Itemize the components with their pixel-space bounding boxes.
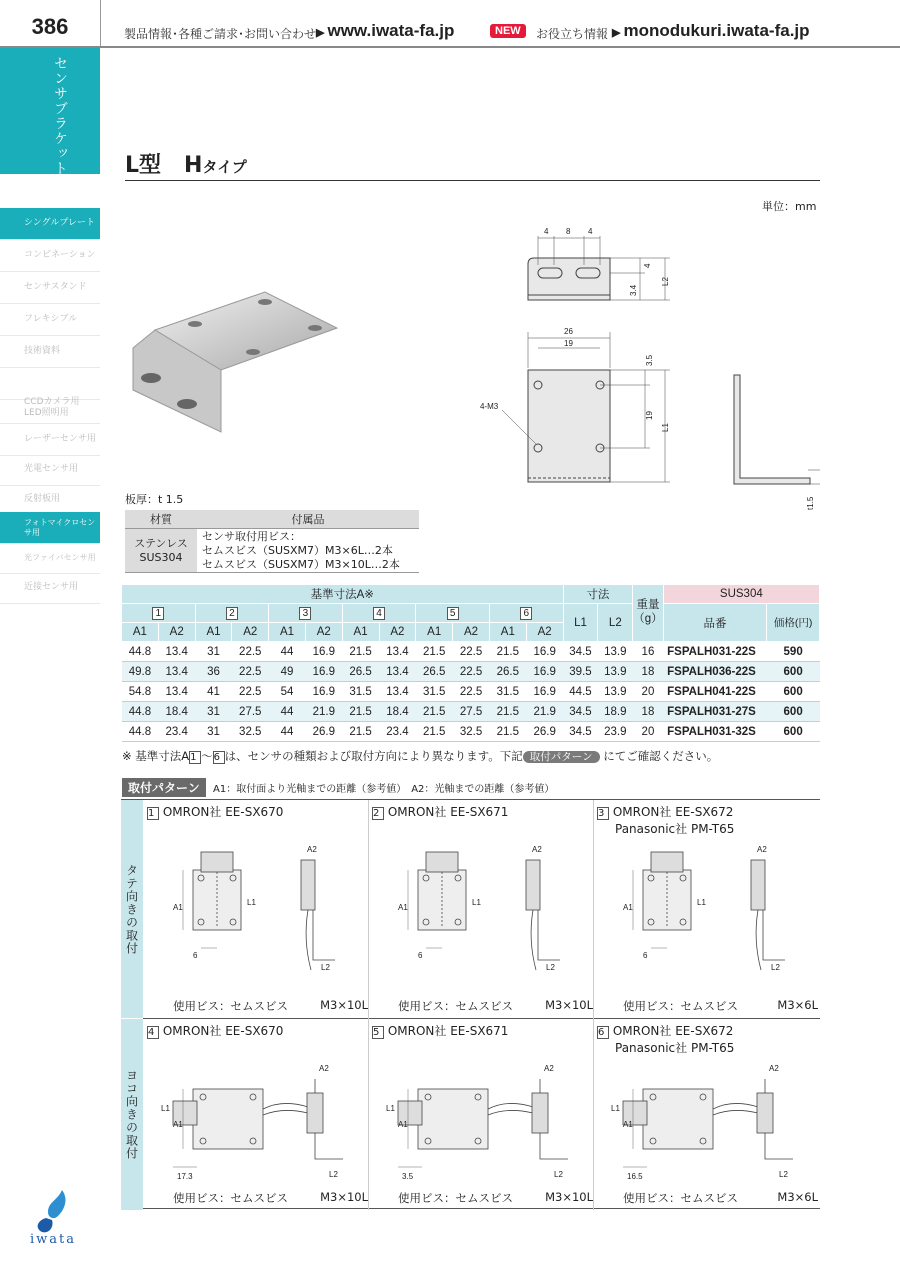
dim-l1: L1 (386, 1104, 395, 1113)
mounting-diagram (143, 1049, 368, 1188)
group-number: 5 (447, 607, 459, 620)
table-cell: 34.5 (563, 702, 598, 722)
screw-info (398, 1190, 593, 1206)
dim-l2: L2 (546, 963, 555, 972)
url2-text: monodukuri.iwata-fa.jp (623, 21, 810, 40)
table-cell: 13.4 (158, 642, 195, 662)
dim-label: 16.5 (627, 1172, 643, 1181)
table-cell: 26.5 (489, 662, 526, 682)
part-number: FSPALH031-22S (663, 642, 767, 662)
pattern-desc: A1：取付面より光軸までの距離（参考値） A2：光軸までの距離（参考値） (213, 784, 555, 795)
acc-header: 付属品 (197, 510, 419, 529)
table-cell: 21.5 (416, 642, 453, 662)
table-cell: 41 (195, 682, 232, 702)
mat-header: 材質 (125, 510, 197, 529)
part-number: FSPALH031-32S (663, 722, 767, 742)
note-suffix: にてご確認ください。 (603, 749, 719, 763)
dim-l2: L2 (321, 963, 330, 972)
price: 600 (767, 682, 820, 702)
table-cell: 44.8 (122, 702, 159, 722)
sidebar-item-sensor-stand[interactable]: センサスタンド (0, 272, 100, 304)
table-cell: 34.5 (563, 722, 598, 742)
title-h: H (184, 153, 203, 178)
header-rule (0, 46, 900, 48)
sidebar-item-photoelectric[interactable]: 光電センサ用 (0, 454, 100, 486)
note-text (122, 748, 718, 764)
group-number: 6 (520, 607, 532, 620)
subheader-a1: A1 (342, 623, 379, 642)
subheader-a2: A2 (158, 623, 195, 642)
table-cell: 22.5 (453, 682, 490, 702)
group-number: 4 (373, 607, 385, 620)
sensor-name: OMRON社 EE-SX671 (387, 1024, 509, 1038)
pattern-grid (121, 799, 820, 1209)
hole-label: 4-M3 (480, 402, 499, 411)
cell-number: 6 (597, 1026, 609, 1039)
table-cell: 18 (633, 662, 663, 682)
dim-l2: L2 (771, 963, 780, 972)
table-cell: 36 (195, 662, 232, 682)
dimension-drawing (470, 220, 830, 520)
table-cell: 44 (269, 642, 306, 662)
row-label-horizontal: ヨコ向きの取付 (121, 1019, 143, 1210)
logo-text: iwata (30, 1232, 77, 1247)
cell-title (372, 804, 508, 821)
table-cell: 23.9 (598, 722, 633, 742)
dim-label: 6 (418, 951, 423, 960)
table-cell: 23.4 (158, 722, 195, 742)
dim-label: 6 (193, 951, 198, 960)
group-number: 2 (226, 607, 238, 620)
sidebar-item-tech-docs[interactable]: 技術資料 (0, 336, 100, 368)
header-dims: 寸法 (563, 585, 633, 604)
note-tilde: ～ (201, 749, 213, 763)
header-l2: L2 (598, 604, 633, 642)
mounting-diagram (593, 1049, 818, 1188)
screw-label: 使用ビス：セムスビス (173, 1191, 288, 1205)
table-cell: 31.5 (342, 682, 379, 702)
table-cell: 13.4 (379, 642, 416, 662)
sensor-name: OMRON社 EE-SX670 (162, 1024, 284, 1038)
table-cell: 16.9 (526, 682, 563, 702)
group-header (122, 604, 196, 623)
part-number: FSPALH031-27S (663, 702, 767, 722)
bracket-photo (125, 290, 345, 440)
group-header (342, 604, 416, 623)
dim-a1: A1 (623, 1120, 633, 1129)
subheader-a2: A2 (232, 623, 269, 642)
table-cell: 21.5 (489, 642, 526, 662)
table-cell: 20 (633, 722, 663, 742)
sensor-name: OMRON社 EE-SX671 (387, 805, 509, 819)
table-cell: 16 (633, 642, 663, 662)
table-row (122, 682, 820, 702)
cell-number: 5 (372, 1026, 384, 1039)
table-cell: 20 (633, 682, 663, 702)
screw-info (623, 998, 818, 1014)
table-cell: 44.8 (122, 642, 159, 662)
header-weight: 重量 （g） (633, 585, 663, 642)
dim-top-8: 8 (566, 227, 571, 236)
page-number: 386 (31, 14, 69, 39)
new-badge: NEW (490, 24, 526, 38)
part-number: FSPALH036-22S (663, 662, 767, 682)
group-number: 3 (299, 607, 311, 620)
dim-l1: L1 (161, 1104, 170, 1113)
table-cell: 26.5 (416, 662, 453, 682)
screw-info (173, 1190, 368, 1206)
table-cell: 23.4 (379, 722, 416, 742)
table-cell: 21.9 (305, 702, 342, 722)
screw-size: M3×10L (545, 1190, 593, 1204)
subheader-a2: A2 (305, 623, 342, 642)
iwata-logo-icon (28, 1188, 78, 1234)
table-row (122, 642, 820, 662)
url1-text: www.iwata-fa.jp (327, 21, 455, 40)
cell-title (147, 1023, 283, 1040)
dim-thickness: t1.5 (806, 496, 815, 510)
dim-a2: A2 (307, 845, 317, 854)
accessories-cell (197, 529, 419, 573)
table-cell: 22.5 (453, 642, 490, 662)
table-cell: 31.5 (416, 682, 453, 702)
table-cell: 22.5 (453, 662, 490, 682)
title-rule (125, 180, 820, 181)
sidebar-item-single-plate[interactable]: シングルプレート (0, 208, 100, 240)
table-cell: 13.9 (598, 662, 633, 682)
table-cell: 49.8 (122, 662, 159, 682)
dim-top-4a: 4 (544, 227, 549, 236)
subheader-a2: A2 (526, 623, 563, 642)
pattern-cell (593, 800, 820, 1018)
table-cell: 18.4 (379, 702, 416, 722)
info-text: 製品情報･各種ご請求･お問い合わせ (124, 27, 317, 41)
dim-l1: L1 (697, 898, 706, 907)
accessory-line: セムスビス（SUSXM7）M3×10L…2本 (202, 557, 400, 571)
header-separator (100, 0, 101, 46)
cell-title (372, 1023, 508, 1040)
table-cell: 21.5 (416, 702, 453, 722)
pattern-cell (143, 800, 368, 1018)
dim-label: 6 (643, 951, 648, 960)
subheader-a1: A1 (489, 623, 526, 642)
sidebar-item-proximity[interactable]: 近接センサ用 (0, 572, 100, 604)
table-cell: 26.9 (305, 722, 342, 742)
table-cell: 13.9 (598, 642, 633, 662)
dim-a2: A2 (757, 845, 767, 854)
screw-size: M3×6L (777, 998, 818, 1012)
sidebar-item-photomicro[interactable]: フォトマイクロセンサ用 (0, 512, 100, 544)
arrow-right-icon: ▶ (612, 27, 621, 39)
subheader-a1: A1 (416, 623, 453, 642)
material-name: ステンレス SUS304 (125, 529, 197, 573)
group-header (489, 604, 563, 623)
cell-number: 3 (597, 807, 609, 820)
cell-number: 2 (372, 807, 384, 820)
screw-label: 使用ビス：セムスビス (623, 1191, 738, 1205)
dim-a2: A2 (769, 1064, 779, 1073)
sidebar-item-fiber[interactable]: 光ファイバセンサ用 (0, 542, 100, 574)
part-number: FSPALH041-22S (663, 682, 767, 702)
dim-front-3-5: 3.5 (645, 354, 654, 366)
title-main: L型 (125, 153, 162, 178)
monodukuri-url-link[interactable] (612, 21, 810, 41)
table-cell: 26.5 (342, 662, 379, 682)
table-cell: 18 (633, 702, 663, 722)
subheader-a1: A1 (122, 623, 159, 642)
table-cell: 21.5 (342, 722, 379, 742)
table-cell: 31 (195, 702, 232, 722)
group-header (416, 604, 490, 623)
spec-table (121, 584, 820, 742)
dim-side-3-4: 3.4 (629, 284, 638, 296)
table-cell: 16.9 (305, 662, 342, 682)
pattern-cell (368, 1019, 593, 1210)
dim-front-19v: 19 (645, 411, 654, 420)
price: 590 (767, 642, 820, 662)
dim-a2: A2 (544, 1064, 554, 1073)
table-cell: 21.5 (342, 642, 379, 662)
material-table (125, 510, 419, 573)
table-cell: 27.5 (232, 702, 269, 722)
table-cell: 54.8 (122, 682, 159, 702)
note-prefix: ※ 基準寸法A (122, 749, 190, 763)
dim-l1: L1 (472, 898, 481, 907)
table-cell: 22.5 (232, 662, 269, 682)
cell-number: 4 (147, 1026, 159, 1039)
price: 600 (767, 722, 820, 742)
dim-l2: L2 (779, 1170, 788, 1179)
header-base-dims: 基準寸法A※ (122, 585, 564, 604)
table-cell: 54 (269, 682, 306, 702)
table-cell: 21.5 (489, 722, 526, 742)
screw-size: M3×10L (320, 1190, 368, 1204)
sensor-name: OMRON社 EE-SX672 (612, 805, 734, 819)
screw-label: 使用ビス：セムスビス (398, 1191, 513, 1205)
sidebar-category-label: センサブラケット (52, 56, 68, 176)
note-box-1: 1 (189, 751, 201, 764)
table-cell: 21.9 (526, 702, 563, 722)
screw-info (173, 998, 368, 1014)
table-cell: 13.4 (379, 682, 416, 702)
dim-side-4: 4 (643, 263, 652, 268)
screw-label: 使用ビス：セムスビス (623, 999, 738, 1013)
pattern-cell (143, 1019, 368, 1210)
sidebar-item-combination[interactable]: コンビネーション (0, 240, 100, 272)
header-partno: 品番 (663, 604, 767, 642)
dim-a2: A2 (319, 1064, 329, 1073)
table-cell: 21.5 (489, 702, 526, 722)
price: 600 (767, 702, 820, 722)
subheader-a1: A1 (269, 623, 306, 642)
dim-a1: A1 (623, 903, 633, 912)
group-header (195, 604, 269, 623)
group-header (269, 604, 343, 623)
screw-info (398, 998, 593, 1014)
table-cell: 21.5 (416, 722, 453, 742)
thickness-label: 板厚：t 1.5 (125, 493, 184, 506)
sensor-name-2: Panasonic社 PM-T65 (615, 822, 735, 837)
table-cell: 18.4 (158, 702, 195, 722)
screw-info (623, 1190, 818, 1206)
table-cell: 13.4 (158, 662, 195, 682)
table-cell: 44 (269, 702, 306, 722)
table-cell: 44.5 (563, 682, 598, 702)
dim-front-26: 26 (564, 327, 573, 336)
cell-number: 1 (147, 807, 159, 820)
screw-size: M3×10L (545, 998, 593, 1012)
sidebar-item-ccd-led[interactable]: CCDカメラ用 LED照明用 (0, 392, 100, 424)
dim-l2: L2 (554, 1170, 563, 1179)
table-cell: 18.9 (598, 702, 633, 722)
dim-l1: L1 (247, 898, 256, 907)
group-number: 1 (152, 607, 164, 620)
dim-front-l1: L1 (661, 423, 670, 432)
dim-l2: L2 (329, 1170, 338, 1179)
mounting-diagram (368, 1049, 593, 1188)
header-sus: SUS304 (663, 585, 819, 604)
table-row (122, 662, 820, 682)
table-cell: 31.5 (489, 682, 526, 702)
useful-info-text: お役立ち情報 (536, 27, 609, 41)
table-cell: 31 (195, 642, 232, 662)
subheader-a2: A2 (453, 623, 490, 642)
dim-a1: A1 (398, 1120, 408, 1129)
title-type: タイプ (202, 158, 247, 176)
table-cell: 44.8 (122, 722, 159, 742)
table-row (122, 702, 820, 722)
table-cell: 27.5 (453, 702, 490, 722)
dim-label: 3.5 (402, 1172, 414, 1181)
table-cell: 34.5 (563, 642, 598, 662)
header-l1: L1 (563, 604, 598, 642)
cell-title (147, 804, 283, 821)
mounting-diagram (368, 830, 593, 996)
accessory-line: センサ取付用ビス： (202, 530, 301, 543)
pattern-cell (593, 1019, 820, 1210)
table-cell: 13.4 (379, 662, 416, 682)
dim-a1: A1 (173, 903, 183, 912)
pattern-cell (368, 800, 593, 1018)
mounting-diagram (593, 830, 818, 996)
screw-label: 使用ビス：セムスビス (398, 999, 513, 1013)
table-cell: 49 (269, 662, 306, 682)
table-cell: 16.9 (526, 642, 563, 662)
iwata-url-link[interactable] (316, 21, 454, 41)
dim-a2: A2 (532, 845, 542, 854)
dim-top-4b: 4 (588, 227, 593, 236)
dim-label: 17.3 (177, 1172, 193, 1181)
table-cell: 32.5 (232, 722, 269, 742)
table-cell: 16.9 (526, 662, 563, 682)
subheader-a2: A2 (379, 623, 416, 642)
mounting-diagram (143, 830, 368, 996)
table-cell: 22.5 (232, 642, 269, 662)
dim-side-l2: L2 (661, 277, 670, 286)
screw-size: M3×6L (777, 1190, 818, 1204)
table-row (122, 722, 820, 742)
table-cell: 13.4 (158, 682, 195, 702)
table-cell: 16.9 (305, 642, 342, 662)
unit-label: 単位：mm (762, 200, 817, 213)
arrow-right-icon: ▶ (316, 27, 325, 39)
note-mid: は、センサの種類および取付方向により異なります。下記 (224, 749, 523, 763)
screw-label: 使用ビス：セムスビス (173, 999, 288, 1013)
subheader-a1: A1 (195, 623, 232, 642)
dim-front-19: 19 (564, 339, 573, 348)
dim-l1: L1 (611, 1104, 620, 1113)
row-label-vertical: タテ向きの取付 (121, 800, 143, 1018)
price: 600 (767, 662, 820, 682)
table-cell: 32.5 (453, 722, 490, 742)
note-box-6: 6 (213, 751, 225, 764)
sidebar-item-laser[interactable]: レーザーセンサ用 (0, 424, 100, 456)
dim-a1: A1 (173, 1120, 183, 1129)
table-cell: 22.5 (232, 682, 269, 702)
table-cell: 31 (195, 722, 232, 742)
accessory-line: セムスビス（SUSXM7）M3×6L…2本 (202, 543, 393, 557)
table-cell: 16.9 (305, 682, 342, 702)
note-badge: 取付パターン (523, 751, 600, 763)
header-price: 価格(円) (767, 604, 820, 642)
sensor-name: OMRON社 EE-SX672 (612, 1024, 734, 1038)
page-title (125, 148, 247, 179)
sensor-name-2: Panasonic社 PM-T65 (615, 1041, 735, 1056)
sidebar-item-flexible[interactable]: フレキシブル (0, 304, 100, 336)
sidebar-item-reflector[interactable]: 反射板用 (0, 484, 100, 516)
table-cell: 44 (269, 722, 306, 742)
table-cell: 39.5 (563, 662, 598, 682)
table-cell: 21.5 (342, 702, 379, 722)
dim-a1: A1 (398, 903, 408, 912)
table-cell: 13.9 (598, 682, 633, 702)
sensor-name: OMRON社 EE-SX670 (162, 805, 284, 819)
table-cell: 26.9 (526, 722, 563, 742)
screw-size: M3×10L (320, 998, 368, 1012)
pattern-label: 取付パターン (122, 778, 206, 797)
